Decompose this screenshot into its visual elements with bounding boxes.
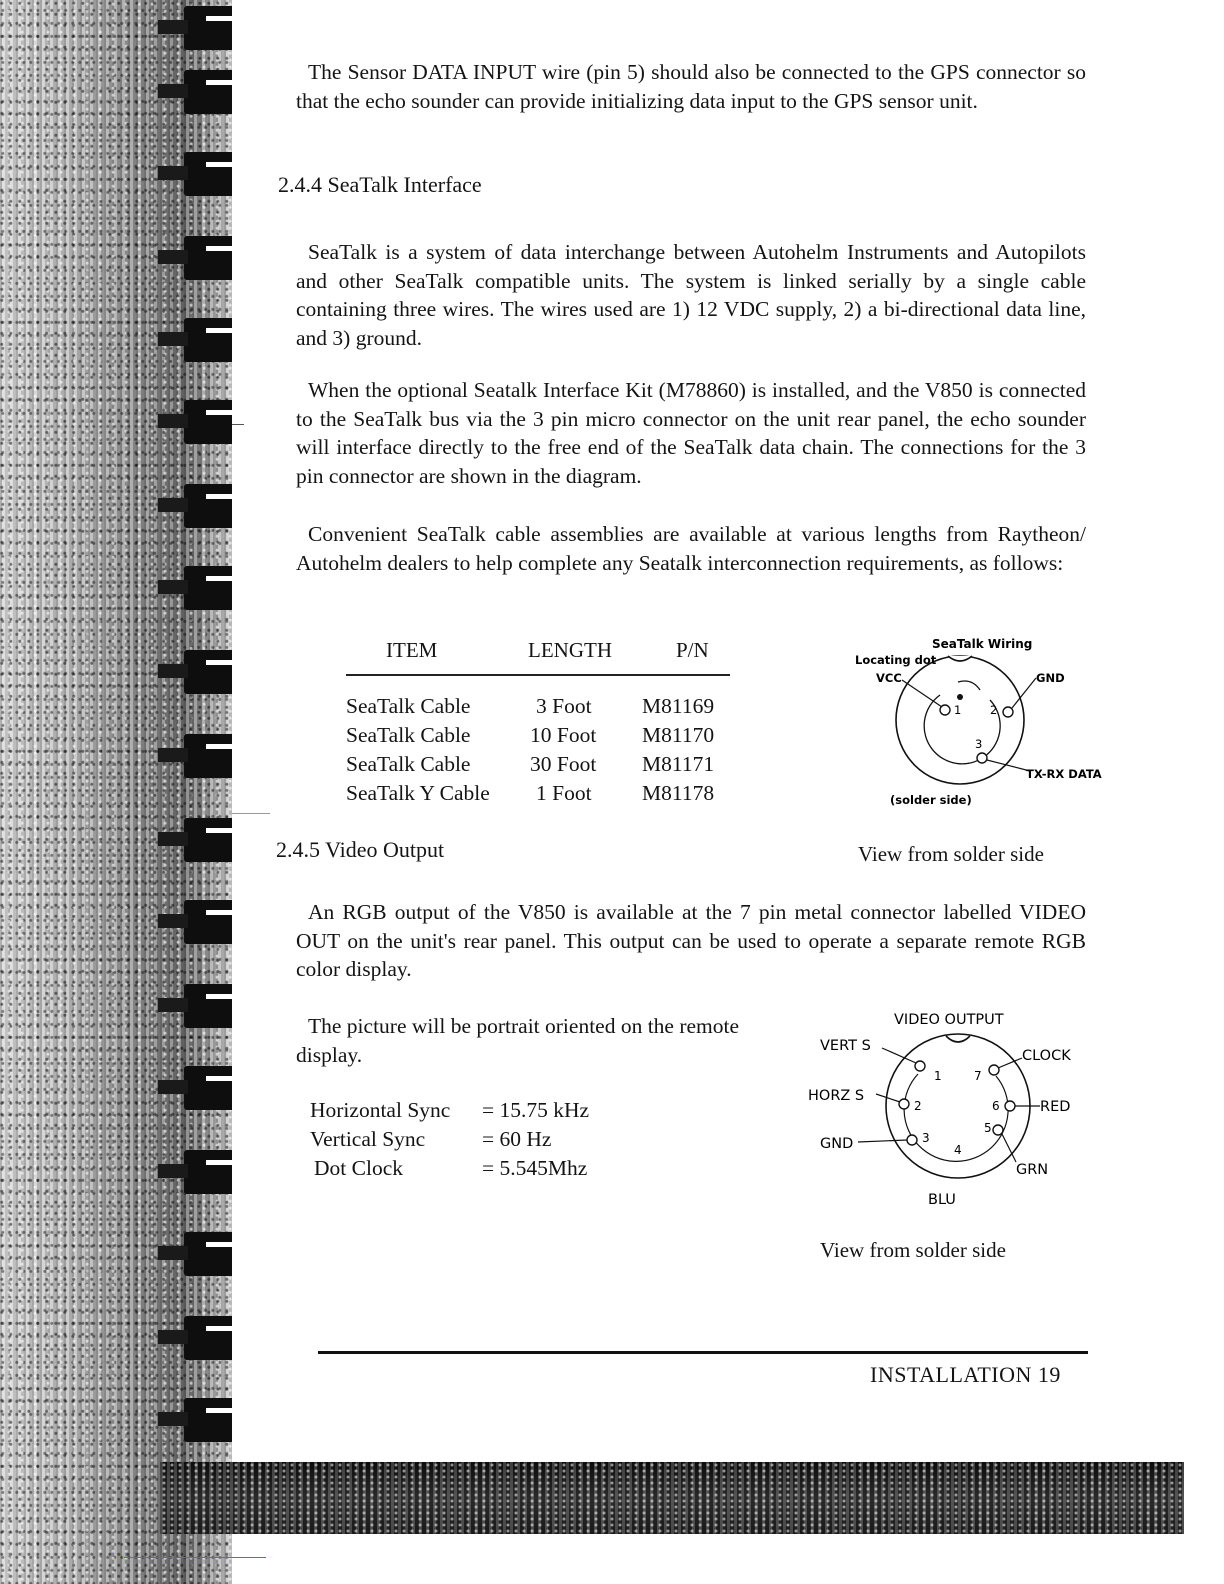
paragraph-text: An RGB output of the V850 is available at the 7 pin metal connector labelled VIDEO OUT on the unit's rear panel. This output can be used to operate a separate remote RGB color display.: [296, 900, 1086, 981]
binding-coil: [184, 1066, 232, 1110]
pin-2-number: 2: [990, 703, 998, 717]
cell-pn: M81169: [642, 694, 715, 718]
spec-label: Vertical Sync: [310, 1127, 426, 1151]
footer-rule: [318, 1351, 1088, 1354]
binding-coil: [184, 6, 232, 50]
pin-3: [977, 753, 987, 763]
binding-coil: [184, 734, 232, 778]
scan-bottom-shadow: [160, 1462, 1184, 1534]
vcc-leader: [902, 680, 942, 707]
pin-1-number: 1: [954, 703, 962, 717]
table-row: [346, 723, 730, 752]
cell-item: SeaTalk Y Cable: [346, 781, 490, 805]
spec-value: = 5.545Mhz: [482, 1156, 588, 1180]
cell-length: 30 Foot: [530, 752, 597, 776]
diagram-title: SeaTalk Wiring: [932, 637, 1033, 651]
spec-value: = 60 Hz: [482, 1127, 552, 1151]
binding-coil: [184, 1316, 232, 1360]
binding-coil: [184, 1150, 232, 1194]
pin-2: [1003, 707, 1013, 717]
gnd-label: GND: [820, 1136, 854, 1152]
pin-4-number: 4: [954, 1143, 962, 1157]
gnd-leader: [1012, 678, 1036, 708]
scan-artifact-line: [124, 1557, 266, 1558]
binding-coil: [184, 566, 232, 610]
table-header: [346, 632, 730, 676]
paragraph-portrait: [296, 1012, 756, 1069]
page-number: 19: [1037, 1362, 1061, 1387]
binding-coil: [184, 152, 232, 196]
scan-noise: [160, 1462, 1184, 1534]
pin-5: [993, 1125, 1003, 1135]
pin-1: [915, 1061, 925, 1071]
pin-7: [989, 1065, 999, 1075]
paragraph-cable-assemblies: [296, 520, 1086, 577]
grn-label: GRN: [1016, 1162, 1049, 1178]
binding-coil: [184, 900, 232, 944]
spec-label: Horizontal Sync: [310, 1098, 451, 1122]
solder-side-label: (solder side): [890, 793, 972, 807]
spec-row: [310, 1096, 630, 1125]
red-label: RED: [1040, 1099, 1071, 1115]
gnd-label: GND: [1036, 671, 1065, 685]
cell-item: SeaTalk Cable: [346, 723, 471, 747]
footer-section: INSTALLATION: [870, 1362, 1032, 1387]
connector-inner-ring: [924, 695, 1000, 764]
pin-2-number: 2: [914, 1099, 922, 1113]
scan-artifact-line: [232, 813, 270, 814]
paragraph-text: SeaTalk is a system of data interchange between Autohelm Instruments and Autopilots and other SeaTalk compatible units. The system is linked serially by a single cable containing three wires. The wires used are 1) 12 VDC supply, 2) a bi-directional data line, and 3) ground.: [296, 240, 1086, 350]
diagram-title: VIDEO OUTPUT: [894, 1012, 1004, 1028]
binding-coil: [184, 650, 232, 694]
pin-3-number: 3: [975, 737, 983, 751]
seatalk-diagram-caption: View from solder side: [858, 842, 1044, 866]
table-row: [346, 752, 730, 781]
spec-row: [310, 1125, 630, 1154]
paragraph-text: Convenient SeaTalk cable assemblies are available at various lengths from Raytheon/ Autohelm dealers to help complete any Seatalk interconnection requirements, as follows:: [296, 522, 1086, 575]
vcc-label: VCC: [876, 671, 902, 685]
pin-6: [1005, 1101, 1015, 1111]
pin-2: [899, 1099, 909, 1109]
paragraph-seatalk-intro: [296, 238, 1086, 352]
paragraph-gps-data: [296, 58, 1086, 115]
pin-1-number: 1: [934, 1069, 942, 1083]
binding-coil: [184, 1398, 232, 1442]
data-label: TX-RX DATA: [1026, 767, 1102, 781]
page-footer: [870, 1362, 1061, 1388]
column-header-item: ITEM: [386, 638, 438, 662]
locating-dot-label: Locating dot: [855, 653, 937, 667]
spec-row: [310, 1154, 630, 1183]
video-output-diagram: [800, 1002, 1100, 1212]
pin-3-number: 3: [922, 1131, 930, 1145]
section-heading-video: 2.4.5 Video Output: [276, 837, 445, 862]
vert-label: VERT S: [820, 1038, 871, 1054]
binding-spine: [0, 0, 232, 1584]
section-heading-seatalk: 2.4.4 SeaTalk Interface: [278, 172, 482, 197]
horz-leader: [876, 1094, 900, 1102]
pin-3: [907, 1135, 917, 1145]
cell-pn: M81178: [642, 781, 715, 805]
binding-coil: [184, 1232, 232, 1276]
paragraph-text: The Sensor DATA INPUT wire (pin 5) should also be connected to the GPS connector so that the echo sounder can provide initializing data input to the GPS sensor unit.: [296, 60, 1086, 113]
spec-value: = 15.75 kHz: [482, 1098, 590, 1122]
pin-5-number: 5: [984, 1121, 992, 1135]
horz-label: HORZ S: [808, 1088, 865, 1104]
gnd-leader: [858, 1140, 907, 1142]
connector-inner-arc: [958, 681, 980, 690]
binding-coil: [184, 818, 232, 862]
binding-coil: [184, 984, 232, 1028]
cell-length: 1 Foot: [536, 781, 592, 805]
binding-coil: [184, 400, 232, 444]
locating-dot: [957, 694, 963, 700]
column-header-length: LENGTH: [528, 638, 612, 662]
vert-leader: [882, 1048, 916, 1063]
column-header-pn: P/N: [676, 638, 709, 662]
pin-6-number: 6: [992, 1099, 1000, 1113]
binding-coil: [184, 484, 232, 528]
connector-key-notch: [948, 656, 972, 661]
cell-pn: M81171: [642, 752, 715, 776]
paragraph-text: When the optional Seatalk Interface Kit (M78860) is installed, and the V850 is connected to the SeaTalk bus via the 3 pin micro connector on the unit rear panel, the echo sounder will interface directly to the free end of the SeaTalk data chain. The connections for the 3 pin connector are shown in the diagram.: [296, 378, 1086, 488]
blu-label: BLU: [928, 1192, 956, 1208]
connector-key-notch: [946, 1036, 970, 1042]
cell-length: 10 Foot: [530, 723, 597, 747]
clock-label: CLOCK: [1022, 1048, 1071, 1064]
cable-table: [346, 632, 730, 810]
binding-coil: [184, 236, 232, 280]
table-row: [346, 781, 730, 810]
sync-specs: [310, 1096, 630, 1183]
scan-artifact-line: [232, 424, 244, 425]
cell-length: 3 Foot: [536, 694, 592, 718]
seatalk-wiring-diagram: [840, 630, 1120, 820]
cell-item: SeaTalk Cable: [346, 752, 471, 776]
pin-7-number: 7: [974, 1069, 982, 1083]
paragraph-rgb-output: [296, 898, 1086, 984]
cell-item: SeaTalk Cable: [346, 694, 471, 718]
spec-label: Dot Clock: [314, 1156, 403, 1180]
paragraph-seatalk-kit: [296, 376, 1086, 490]
binding-coil: [184, 70, 232, 114]
video-diagram-caption: View from solder side: [820, 1238, 1006, 1262]
paragraph-text: The picture will be portrait oriented on the remote display.: [296, 1014, 740, 1067]
table-row: [346, 694, 730, 723]
cell-pn: M81170: [642, 723, 715, 747]
binding-coil: [184, 318, 232, 362]
